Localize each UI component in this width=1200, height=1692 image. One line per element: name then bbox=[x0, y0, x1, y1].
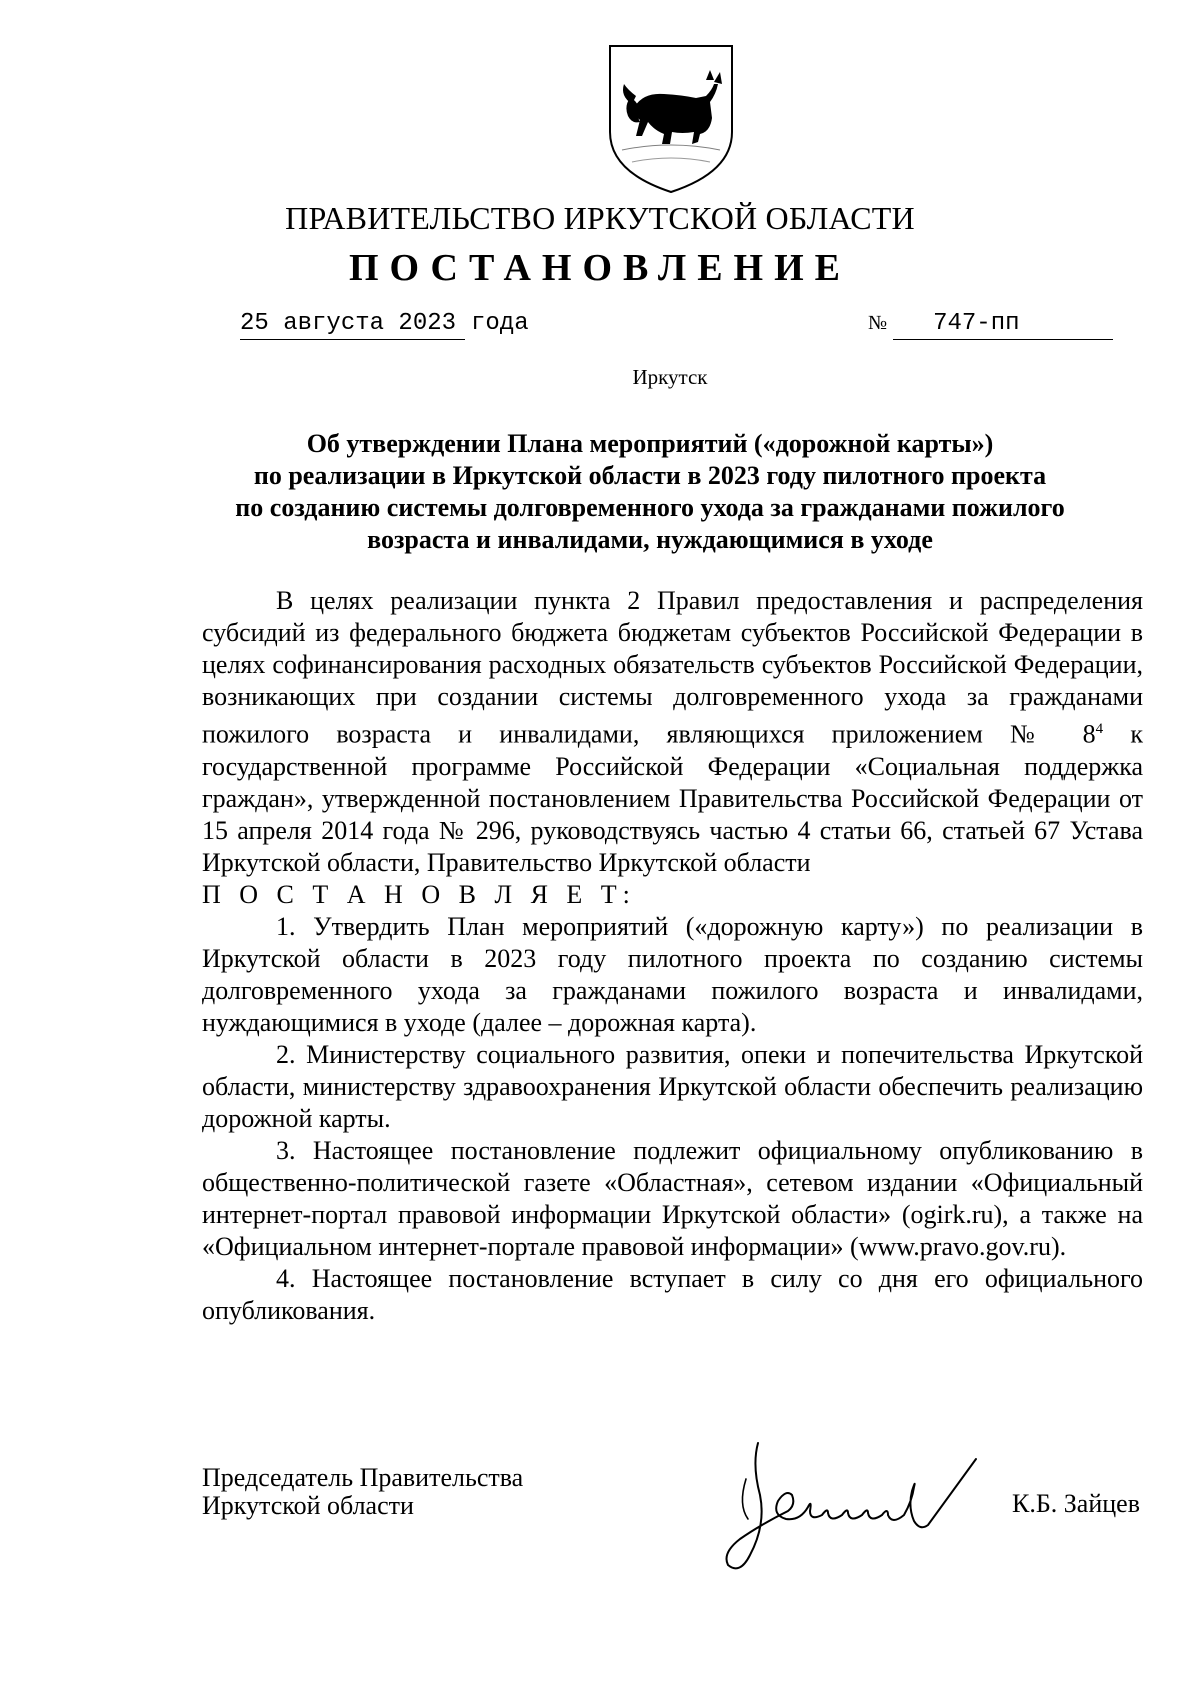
signatory-position bbox=[202, 1464, 523, 1520]
position-line: Председатель Правительства bbox=[202, 1463, 524, 1492]
preamble-superscript: 4 bbox=[1095, 721, 1104, 737]
preamble-text-continued: к государственной программе Российской Федерации «Социальная поддержка граждан», утвержденной постановлением Правительства Российской Федерации от 15 апреля 2014 года № 296, руководствуясь частью 4 статьи 66, статьей 67 Устава Иркутской области, Правительство Иркутской области bbox=[202, 719, 1143, 877]
document-body bbox=[202, 585, 1143, 1327]
subject-line: по созданию системы долговременного ухода за гражданами пожилого bbox=[235, 493, 1065, 522]
preamble-text: В целях реализации пункта 2 Правил предоставления и распределения субсидий из федерального бюджета бюджетам субъектов Российской Федерации в целях софинансирования расходных обязательств субъектов Российской Федерации, возникающих при создании системы долговременного ухода за гражданами пожилого возраста и инвалидами, являющихся приложением № 8 bbox=[202, 586, 1143, 749]
signatory-name: К.Б. Зайцев bbox=[1012, 1489, 1140, 1518]
resolution-item: 2. Министерству социального развития, опеки и попечительства Иркутской области, министерству здравоохранения Иркутской области обеспечить реализацию дорожной карты. bbox=[202, 1039, 1143, 1133]
number-sign: № bbox=[868, 312, 888, 334]
government-title: ПРАВИТЕЛЬСТВО ИРКУТСКОЙ ОБЛАСТИ bbox=[285, 200, 915, 236]
document-subject bbox=[190, 428, 1110, 556]
subject-line: Об утверждении Плана мероприятий («дорожной карты») bbox=[306, 429, 994, 458]
resolution-item: 1. Утвердить План мероприятий («дорожную карту») по реализации в Иркутской области в 2023 году пилотного проекта по созданию системы долговременного ухода за гражданами пожилого возраста и инвалидами, нуждающимися в уходе (далее – дорожная карта). bbox=[202, 911, 1143, 1037]
irkutsk-coat-of-arms-icon bbox=[602, 40, 740, 196]
subject-line: возраста и инвалидами, нуждающимися в уходе bbox=[367, 525, 933, 554]
resolution-item: 3. Настоящее постановление подлежит официальному опубликованию в общественно-политической газете «Областная», сетевом издании «Официальный интернет-портал правовой информации Иркутской области» (ogirk.ru), а также на «Официальном интернет-портале правовой информации» (www.pravo.gov.ru). bbox=[202, 1135, 1143, 1261]
resolve-heading: П О С Т А Н О В Л Я Е Т: bbox=[202, 879, 636, 909]
position-line: Иркутской области bbox=[202, 1491, 414, 1520]
handwritten-signature-icon bbox=[700, 1435, 1000, 1595]
subject-line: по реализации в Иркутской области в 2023 году пилотного проекта bbox=[253, 461, 1047, 490]
number-value: 747-пп bbox=[893, 310, 1113, 340]
city: Иркутск bbox=[632, 365, 708, 389]
date-value: 25 августа 2023 bbox=[240, 310, 465, 340]
date-suffix: года bbox=[471, 310, 529, 337]
document-type: ПОСТАНОВЛЕНИЕ bbox=[348, 247, 852, 289]
document-number bbox=[868, 309, 1113, 340]
document-date bbox=[240, 309, 529, 340]
preamble-paragraph bbox=[202, 585, 1143, 879]
resolution-item: 4. Настоящее постановление вступает в силу со дня его официального опубликования. bbox=[202, 1263, 1143, 1325]
